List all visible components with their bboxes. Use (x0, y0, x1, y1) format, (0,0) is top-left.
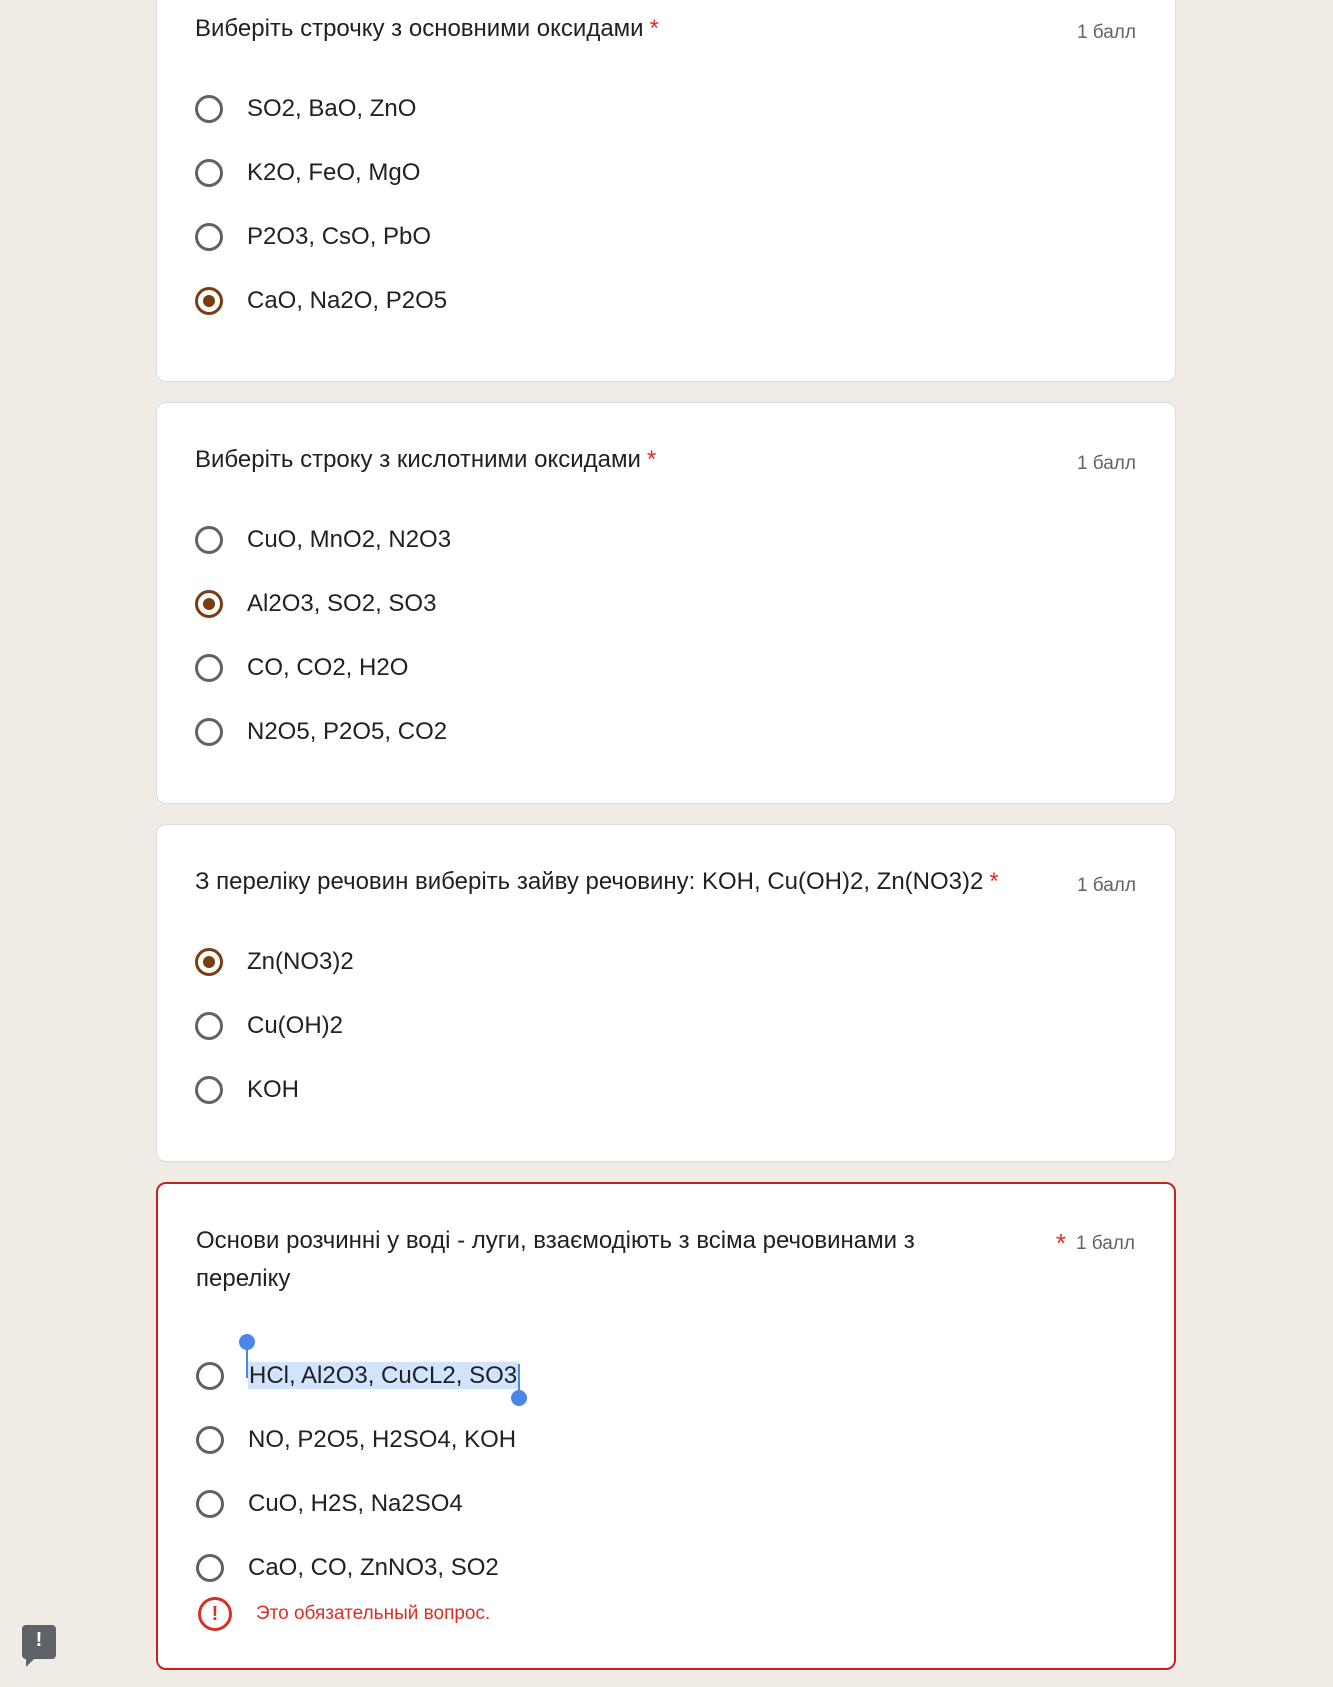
option-radio[interactable] (195, 1006, 343, 1046)
radio-circle-icon[interactable] (195, 654, 223, 682)
option-label: K2O, FeO, MgO (247, 159, 421, 186)
required-asterisk: * (646, 446, 657, 473)
radio-circle-icon[interactable] (195, 1012, 223, 1040)
option-label: N2O5, P2O5, CO2 (247, 718, 448, 745)
question-card-3 (156, 824, 1176, 1162)
option-label: CO, CO2, H2O (247, 654, 409, 681)
question-card-2 (156, 402, 1176, 804)
required-asterisk: * (1055, 1228, 1066, 1258)
radio-checked-icon[interactable] (195, 287, 223, 315)
option-radio[interactable] (195, 712, 447, 752)
radio-circle-icon[interactable] (196, 1490, 224, 1518)
radio-circle-icon[interactable] (195, 718, 223, 746)
required-error (196, 1597, 490, 1631)
question-title: Виберіть строку з кислотними оксидами * (195, 446, 657, 473)
radio-circle-icon[interactable] (195, 1076, 223, 1104)
radio-circle-icon[interactable] (196, 1554, 224, 1582)
option-label: SO2, BaO, ZnO (247, 95, 417, 122)
option-label-selected-text[interactable] (248, 1362, 518, 1390)
text-selection-highlight[interactable]: HCl, Al2O3, CuCL2, SO3 (249, 1362, 518, 1389)
question-title: Виберіть строчку з основними оксидами * (195, 15, 659, 42)
points-label: 1 балл (1076, 453, 1136, 474)
question-title: Основи розчинні у воді - луги, взаємодіють з всіма речовинами з переліку (196, 1227, 915, 1292)
radio-checked-icon[interactable] (195, 590, 223, 618)
error-circle-icon: ! (198, 1597, 232, 1631)
points-label: 1 балл (1075, 1233, 1135, 1254)
option-label: Zn(NO3)2 (247, 948, 354, 975)
question-card-4 (156, 1182, 1176, 1670)
option-radio[interactable] (195, 153, 420, 193)
option-radio[interactable] (195, 1070, 299, 1110)
points-label: 1 балл (1076, 875, 1136, 896)
option-label: CaO, Na2O, P2O5 (247, 287, 448, 314)
points-label: 1 балл (1076, 22, 1136, 43)
required-asterisk: * (989, 868, 999, 895)
radio-circle-icon[interactable] (196, 1362, 224, 1390)
radio-circle-icon[interactable] (195, 526, 223, 554)
option-label: CuO, H2S, Na2SO4 (248, 1490, 463, 1517)
option-radio[interactable] (196, 1548, 499, 1588)
option-radio-selected[interactable] (195, 281, 447, 321)
radio-circle-icon[interactable] (195, 159, 223, 187)
option-label: Cu(OH)2 (247, 1012, 344, 1039)
option-radio[interactable] (195, 520, 451, 560)
error-message: Это обязательный вопрос. (256, 1603, 491, 1624)
feedback-icon[interactable]: ! (22, 1625, 56, 1659)
option-radio-selected[interactable] (195, 584, 436, 624)
option-label: P2O3, CsO, PbO (247, 223, 432, 250)
selection-start-handle[interactable] (246, 1338, 248, 1378)
option-label: CuO, MnO2, N2O3 (247, 526, 452, 553)
option-label: Al2O3, SO2, SO3 (247, 590, 437, 617)
option-radio[interactable] (195, 89, 416, 129)
option-radio[interactable] (196, 1420, 516, 1460)
question-card-1 (156, 0, 1176, 382)
question-title: З переліку речовин виберіть зайву речовину: KOH, Cu(OH)2, Zn(NO3)2 * (195, 868, 999, 895)
option-label: NO, P2O5, H2SO4, KOH (248, 1426, 517, 1453)
option-radio[interactable] (196, 1356, 518, 1396)
option-label: CaO, CO, ZnNO3, SO2 (248, 1554, 499, 1581)
radio-circle-icon[interactable] (196, 1426, 224, 1454)
radio-circle-icon[interactable] (195, 223, 223, 251)
option-radio-selected[interactable] (195, 942, 354, 982)
required-asterisk: * (649, 15, 659, 42)
option-label: KOH (247, 1076, 300, 1103)
selection-end-handle[interactable] (518, 1364, 520, 1398)
option-radio[interactable] (195, 648, 408, 688)
radio-checked-icon[interactable] (195, 948, 223, 976)
option-radio[interactable] (195, 217, 431, 257)
radio-circle-icon[interactable] (195, 95, 223, 123)
option-radio[interactable] (196, 1484, 463, 1524)
